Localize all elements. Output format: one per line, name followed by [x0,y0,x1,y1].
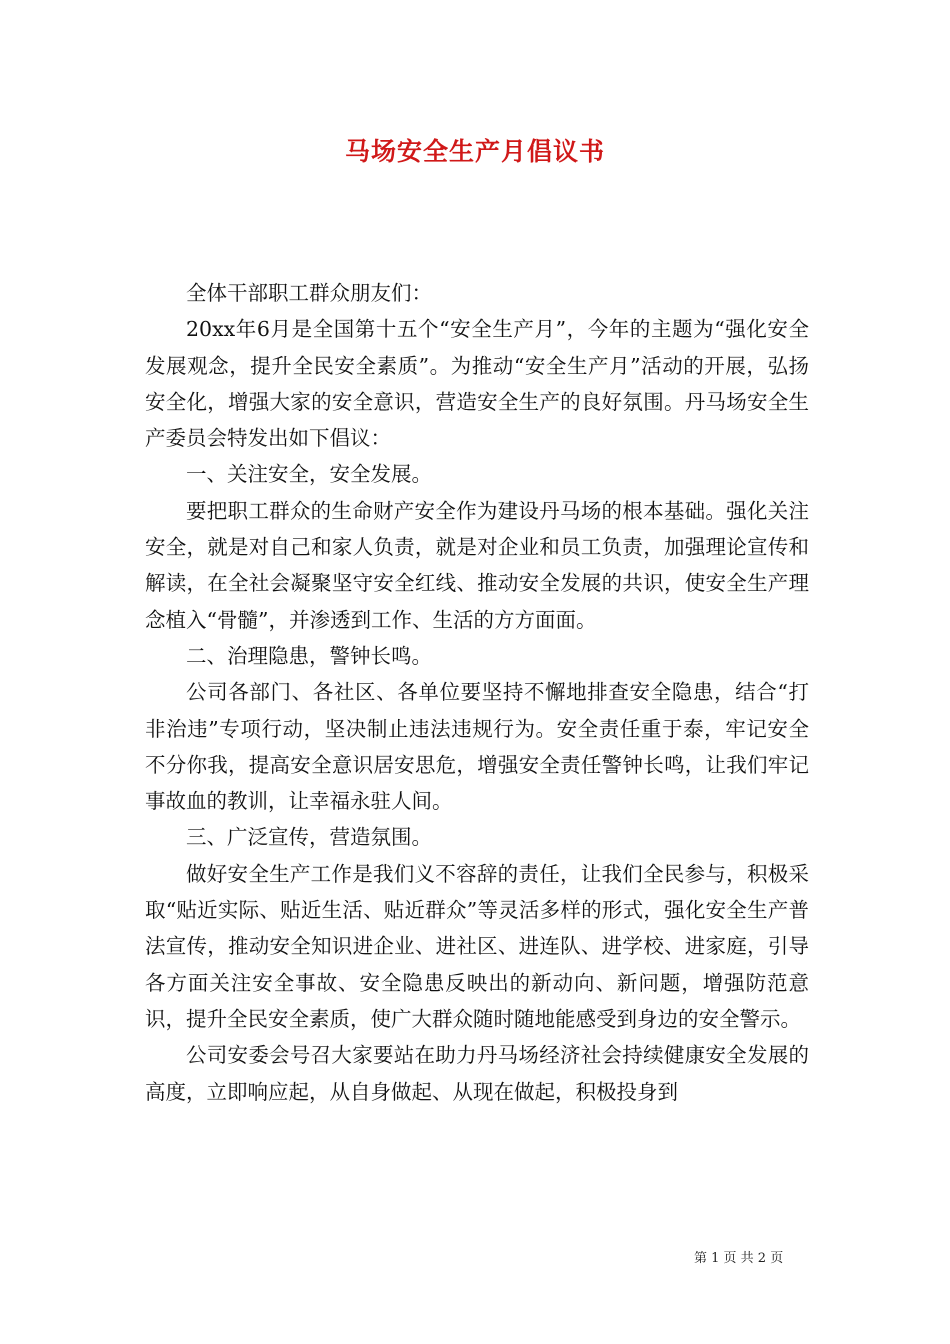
salutation: 全体干部职工群众朋友们： [186,281,432,305]
section-paragraph-1: 要把职工群众的生命财产安全作为建设丹马场的根本基础。强化关注安全，就是对自己和家人负责，就是对企业和员工负责，加强理论宣传和解读，在全社会凝聚坚守安全红线、推动安全发展的共识，使安全生产理念植入“骨髓”，并渗透到工作、生活的方方面面。 [145,498,809,632]
page-number-footer: 第 1 页 共 2 页 [694,1251,784,1266]
closing-paragraph: 公司安委会号召大家要站在助力丹马场经济社会持续健康安全发展的高度，立即响应起，从自身做起、从现在做起，积极投身到 [145,1043,809,1104]
section-heading-2: 二、治理隐患，警钟长鸣。 [186,643,432,668]
section-heading-1: 一、关注安全，安全发展。 [186,462,432,487]
section-paragraph-3: 做好安全生产工作是我们义不容辞的责任，让我们全民参与，积极采取“贴近实际、贴近生活、贴近群众”等灵活多样的形式，强化安全生产普法宣传，推动安全知识进企业、进社区、进连队、进学校、进家庭，引导各方面关注安全事故、安全隐患反映出的新动向、新问题，增强防范意识，提升全民安全素质，使广大群众随时随地能感受到身边的安全警示。 [145,861,809,1031]
document-body [145,275,809,1110]
intro-paragraph: 20xx年6月是全国第十五个“安全生产月”，今年的主题为“强化安全发展观念，提升全民安全素质”。为推动“安全生产月”活动的开展，弘扬安全化，增强大家的安全意识，营造安全生产的良好氛围。丹马场安全生产委员会特发出如下倡议： [145,317,809,451]
document-title: 马场安全生产月倡议书 [344,137,605,166]
section-heading-3: 三、广泛宣传，营造氛围。 [186,825,432,850]
section-paragraph-2: 公司各部门、各社区、各单位要坚持不懈地排查安全隐患，结合“打非治违”专项行动，坚决制止违法违规行为。安全责任重于泰，牢记安全不分你我，提高安全意识居安思危，增强安全责任警钟长鸣，让我们牢记事故血的教训，让幸福永驻人间。 [145,680,809,814]
